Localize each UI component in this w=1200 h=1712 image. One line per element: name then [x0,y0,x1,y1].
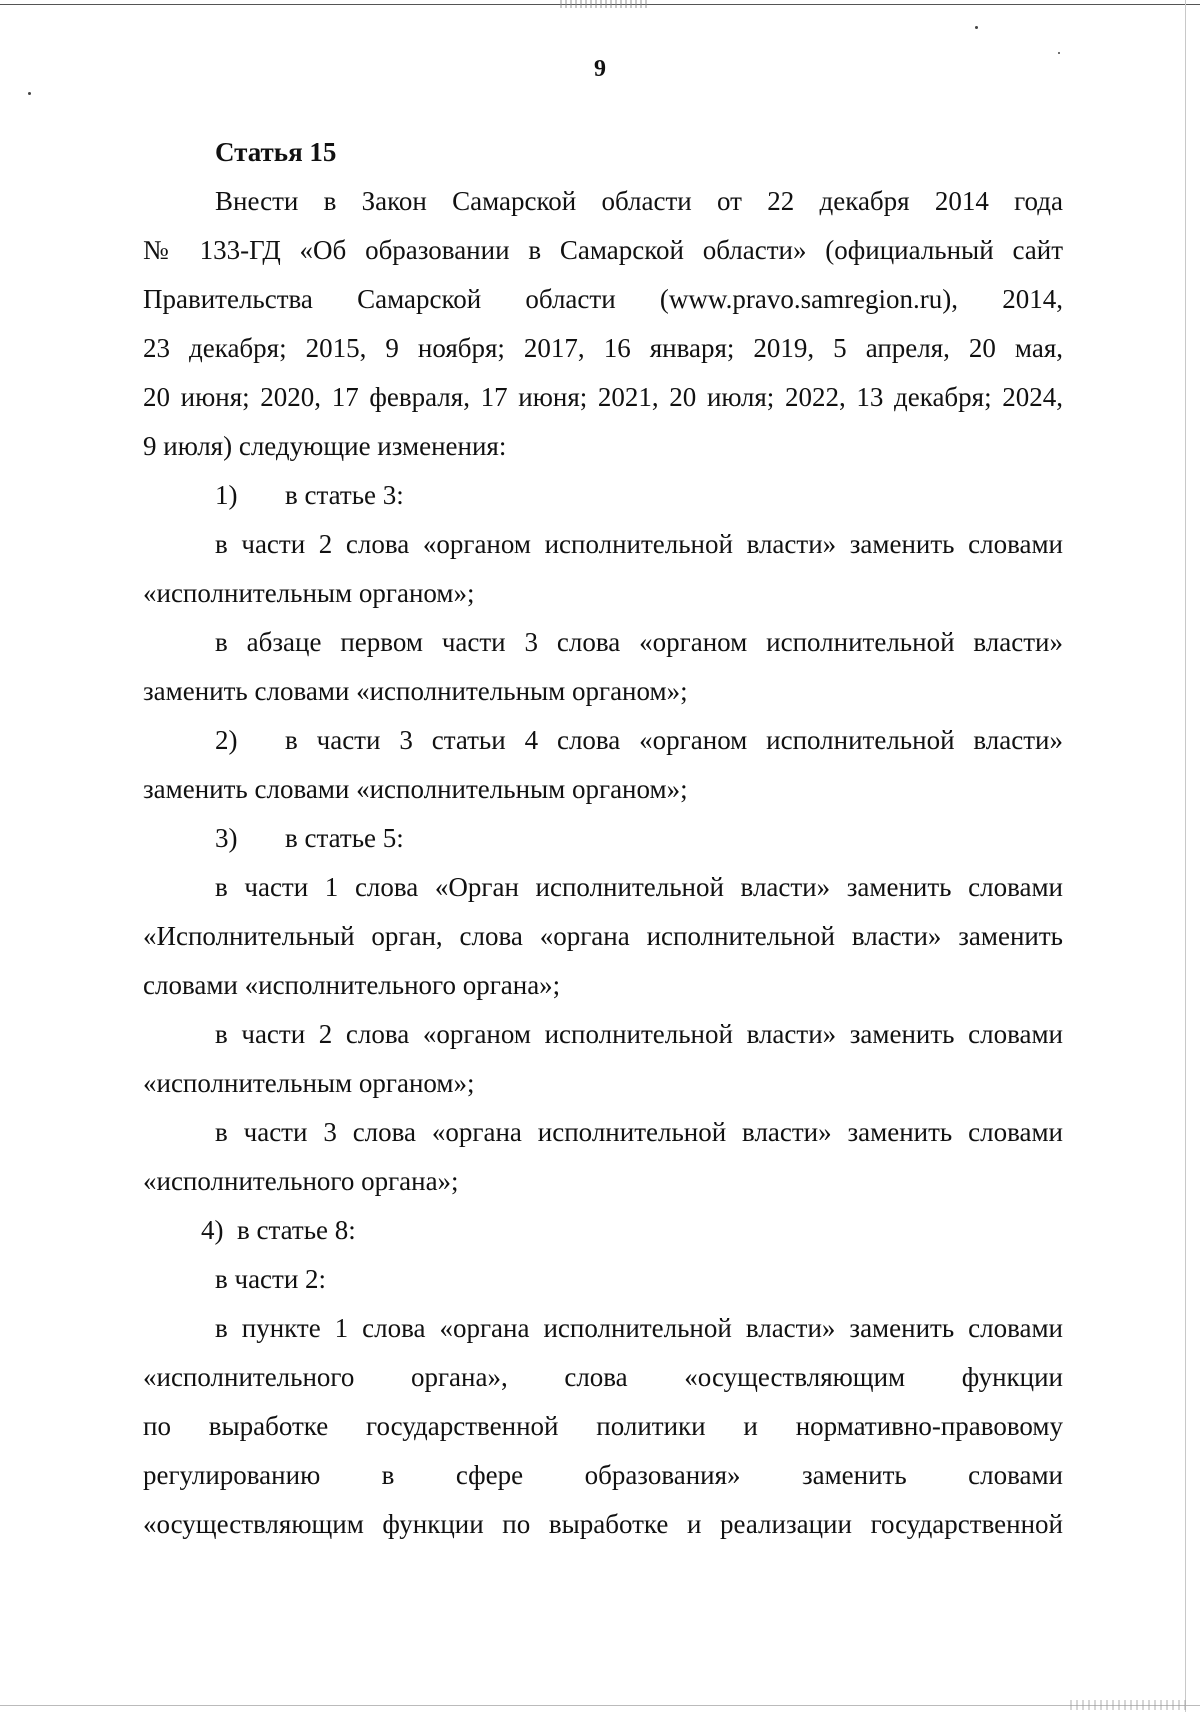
list-item-2 [143,716,1063,765]
paragraph-line: в пункте 1 слова «органа исполнительной власти» заменить словами [215,1313,1063,1343]
item-number: 2) [215,725,238,755]
scan-edge-right [1185,0,1186,1712]
paragraph-line: в части 2: [215,1264,327,1294]
paragraph-line: заменить словами «исполнительным органом»; [143,774,688,804]
item-number: 1) [215,480,238,510]
paragraph-line: Внести в Закон Самарской области от 22 декабря 2014 года [215,186,1063,216]
paragraph-line: «осуществляющим функции по выработке и реализации государственной [143,1509,1063,1539]
item-number: 3) [215,823,238,853]
paragraph-line: регулированию в сфере образования» заменить словами [143,1460,1063,1490]
paragraph-line: в части 2 слова «органом исполнительной власти» заменить словами [215,1019,1063,1049]
paragraph-line: в абзаце первом части 3 слова «органом исполнительной власти» [215,627,1063,657]
paragraph-line: Правительства Самарской области (www.pravo.samregion.ru), 2014, [143,284,1063,314]
paragraph-line: «Исполнительный орган, слова «органа исполнительной власти» заменить [143,921,1063,951]
page-number: 9 [594,56,606,82]
article-title: Статья 15 [215,137,337,167]
paragraph-line: 23 декабря; 2015, 9 ноября; 2017, 16 января; 2019, 5 апреля, 20 мая, [143,333,1063,363]
scan-noise-bottom [1070,1700,1190,1710]
item-number: 4) [201,1215,224,1245]
item-text: в статье 8: [237,1215,356,1245]
list-item-4 [143,1206,1063,1255]
paragraph-line: заменить словами «исполнительным органом»; [143,676,688,706]
paragraph-line: 9 июля) следующие изменения: [143,431,507,461]
item-text: в части 3 статьи 4 слова «органом исполнительной власти» [285,725,1063,755]
paragraph-line: 20 июня; 2020, 17 февраля, 17 июня; 2021, 20 июля; 2022, 13 декабря; 2024, [143,382,1063,412]
paragraph-line: «исполнительного органа», слова «осуществляющим функции [143,1362,1063,1392]
paragraph-line: в части 2 слова «органом исполнительной власти» заменить словами [215,529,1063,559]
paragraph-line: «исполнительным органом»; [143,1068,475,1098]
paragraph-line: «исполнительным органом»; [143,578,475,608]
paragraph-line: в части 1 слова «Орган исполнительной власти» заменить словами [215,872,1063,902]
paragraph-line: в части 3 слова «органа исполнительной власти» заменить словами [215,1117,1063,1147]
paragraph-line: «исполнительного органа»; [143,1166,459,1196]
scan-speck [1058,52,1060,54]
item-text: в статье 3: [285,480,404,510]
list-item-3 [143,814,1063,863]
item-text: в статье 5: [285,823,404,853]
paragraph-line: № 133-ГД «Об образовании в Самарской области» (официальный сайт [143,235,1063,265]
document-body [143,128,1063,1549]
scan-speck [28,92,31,95]
list-item-1 [143,471,1063,520]
paragraph-line: словами «исполнительного органа»; [143,970,561,1000]
scan-noise-top [560,0,650,8]
paragraph-line: по выработке государственной политики и нормативно-правовому [143,1411,1063,1441]
scan-edge-bottom [0,1705,1200,1706]
scan-speck [975,26,978,29]
